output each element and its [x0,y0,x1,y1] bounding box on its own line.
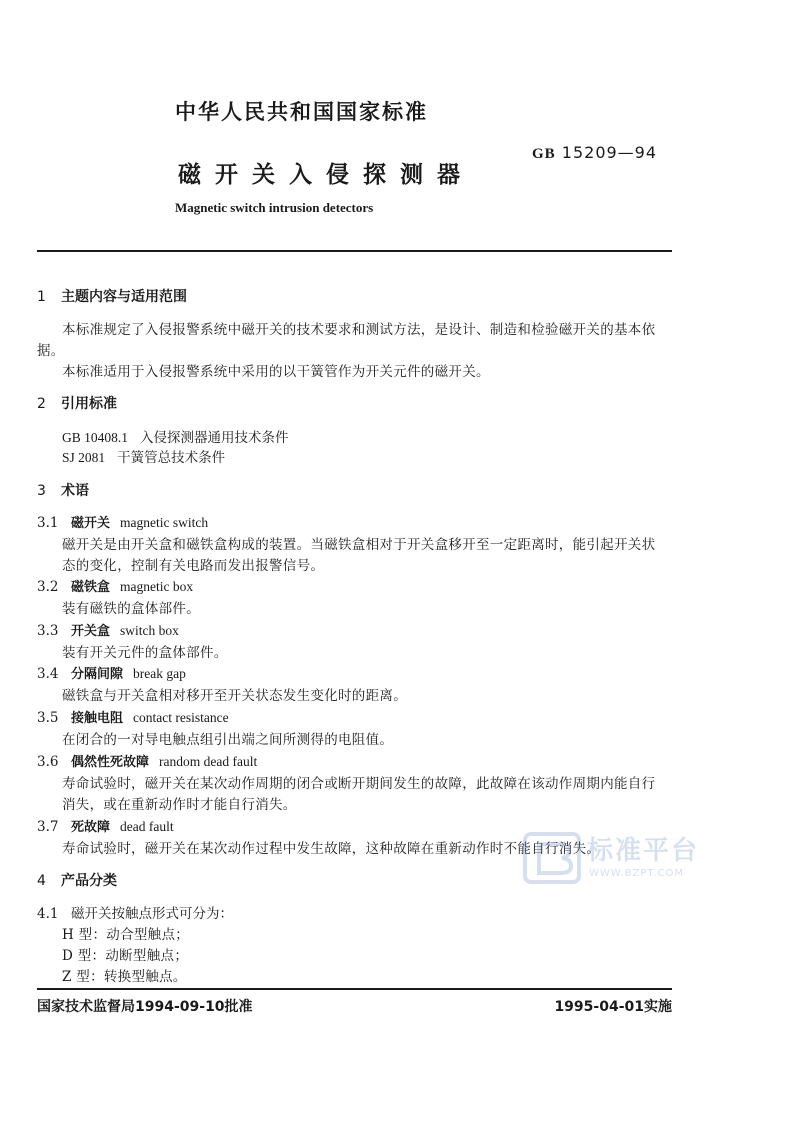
term-zh: 磁铁盒 [71,580,111,595]
section-number: 1 [37,289,46,305]
standard-code: 15209—94 [561,143,658,162]
reference-title: 入侵探测器通用技术条件 [140,430,289,446]
watermark-url: WWW.BZPT.COM [589,868,685,879]
document-title-english: Magnetic switch intrusion detectors [175,200,374,215]
national-standard-heading: 中华人民共和国国家标准 [175,100,428,124]
reference-code: SJ 2081 [62,450,106,465]
term-en: break gap [133,666,186,681]
paragraph-line: 本标准适用于入侵报警系统中采用的以干簧管作为开关元件的磁开关。 [62,364,490,380]
term-definition: 装有磁铁的盒体部件。 [62,601,200,617]
paragraph-line: 据。 [37,343,65,359]
term-zh: 偶然性死故障 [71,755,150,770]
term-zh: 接触电阻 [71,711,124,726]
term-zh: 开关盒 [71,624,111,639]
reference-item [62,446,225,466]
term-number: 3.1 [37,515,59,531]
term-3-7 [37,816,174,835]
subsection-text: 磁开关按触点形式可分为： [71,906,233,922]
reference-title: 干簧管总技术条件 [117,450,226,466]
document-title: 磁开关入侵探测器 [178,162,474,188]
term-number: 3.7 [37,819,59,835]
term-en: dead fault [120,819,174,834]
section-title: 主题内容与适用范围 [61,289,187,305]
term-3-1 [37,512,208,531]
section-number: 2 [37,396,46,412]
term-definition: 磁铁盒与开关盒相对移开至开关状态发生变化时的距离。 [62,688,407,704]
standard-prefix: GB [532,146,556,162]
standard-number [532,143,657,163]
reference-code: GB 10408.1 [62,430,129,445]
subsection-4-1 [37,902,233,922]
section-number: 3 [37,483,46,499]
section-4-heading [37,870,117,890]
term-en: switch box [120,623,179,638]
term-3-3 [37,620,179,639]
term-en: random dead fault [159,754,258,769]
term-3-2 [37,576,193,595]
term-en: magnetic box [120,579,194,594]
watermark [523,830,723,890]
approval-date: 国家技术监督局1994-09-10批准 [37,999,253,1015]
term-3-6 [37,751,257,770]
term-number: 3.6 [37,754,59,770]
term-zh: 磁开关 [71,516,111,531]
term-definition: 寿命试验时，磁开关在某次动作周期的闭合或断开期间发生的故障，此故障在该动作周期内能自行 [62,776,656,792]
term-en: magnetic switch [120,515,209,530]
term-definition: 消失，或在重新动作时才能自行消失。 [62,797,297,813]
section-title: 引用标准 [61,396,117,412]
type-item: H 型：动合型触点； [62,927,190,943]
watermark-logo-icon [523,832,581,884]
term-number: 3.3 [37,623,59,639]
reference-item [62,426,289,446]
term-en: contact resistance [133,710,229,725]
section-title: 术语 [61,483,89,499]
footer-divider [37,988,672,990]
term-zh: 死故障 [71,820,111,835]
term-3-4 [37,663,186,682]
term-3-5 [37,707,229,726]
term-definition: 装有开关元件的盒体部件。 [62,645,228,661]
section-2-heading [37,393,117,413]
section-3-heading [37,480,89,500]
term-definition: 磁开关是由开关盒和磁铁盒构成的装置。当磁铁盒相对于开关盒移开至一定距离时，能引起开关状 [62,537,656,553]
term-zh: 分隔间隙 [71,667,124,682]
term-definition: 态的变化，控制有关电路而发出报警信号。 [62,558,325,574]
effective-date: 1995-04-01实施 [554,999,672,1015]
section-title: 产品分类 [61,873,117,889]
section-number: 4 [37,873,46,889]
term-definition: 在闭合的一对导电触点组引出端之间所测得的电阻值。 [62,732,394,748]
term-definition: 寿命试验时，磁开关在某次动作过程中发生故障，这种故障在重新动作时不能自行消失。 [62,841,601,857]
term-number: 3.2 [37,579,59,595]
term-number: 3.4 [37,666,59,682]
subsection-number: 4.1 [37,906,59,922]
section-1-heading [37,286,187,306]
type-item: D 型：动断型触点； [62,948,189,964]
watermark-name: 标准平台 [587,836,700,866]
term-number: 3.5 [37,710,59,726]
type-item: Z 型：转换型触点。 [62,969,187,985]
header-divider [37,250,672,252]
paragraph-line: 本标准规定了入侵报警系统中磁开关的技术要求和测试方法，是设计、制造和检验磁开关的基本依 [62,322,656,338]
